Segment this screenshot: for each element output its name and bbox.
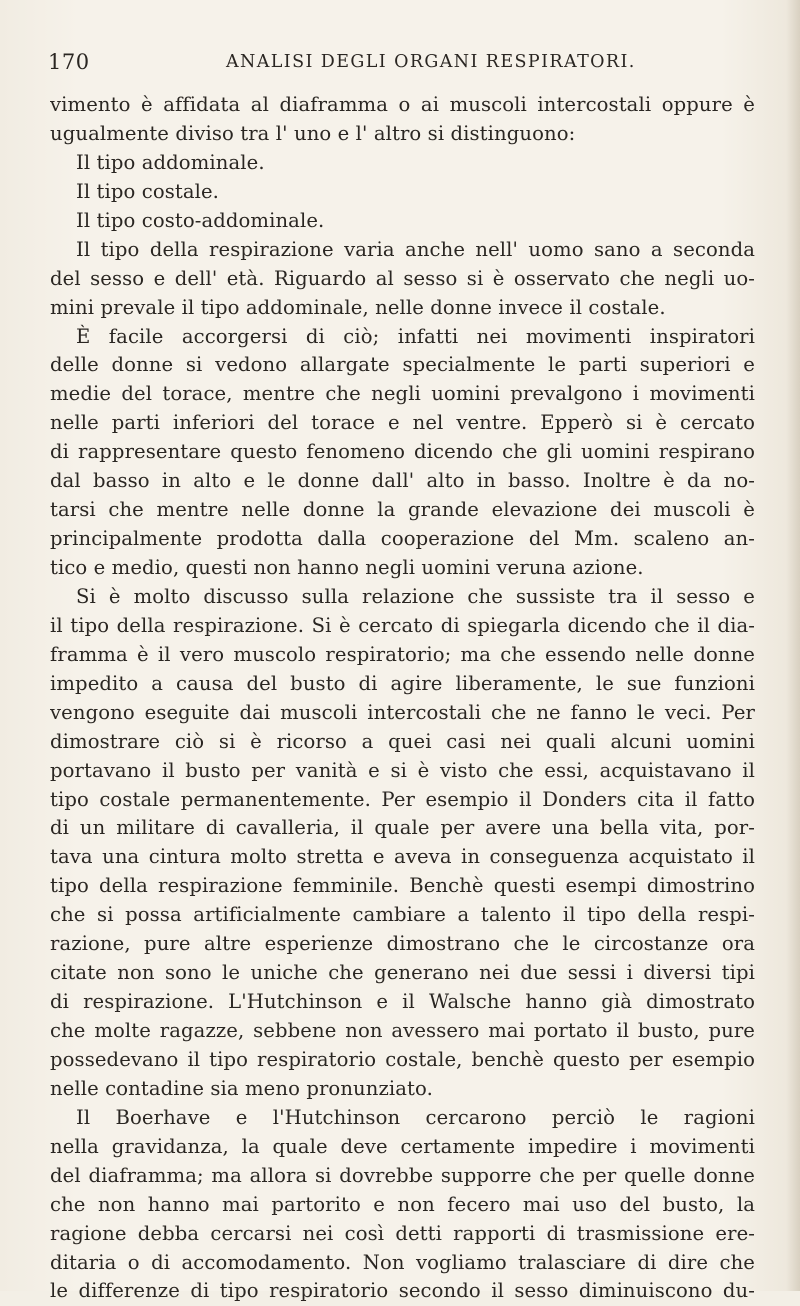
text-line: del sesso e dell' età. Riguardo al sesso si è osservato che negli uo- <box>50 266 755 290</box>
running-title: ANALISI DEGLI ORGANI RESPIRATORI. <box>226 52 636 72</box>
text-line: citate non sono le uniche che generano nei due sessi i diversi tipi <box>50 961 755 985</box>
page-number: 170 <box>48 50 90 74</box>
text-line: nelle contadine sia meno pronunziato. <box>50 1076 433 1100</box>
text-line: le differenze di tipo respiratorio secondo il sesso diminuiscono du- <box>50 1279 755 1303</box>
text-line: Il Boerhave e l'Hutchinson cercarono perciò le ragioni <box>76 1105 755 1129</box>
list-item: Il tipo costo-addominale. <box>76 208 325 232</box>
text-line: che si possa artificialmente cambiare a talento il tipo della respi- <box>50 903 755 927</box>
text-line: portavano il busto per vanità e si è visto che essi, acquistavano il <box>50 758 755 782</box>
text-line: razione, pure altre esperienze dimostrano che le circostanze ora <box>50 932 755 956</box>
text-line: impedito a causa del busto di agire liberamente, le sue funzioni <box>50 671 755 695</box>
text-line: tipo della respirazione femminile. Benchè questi esempi dimostrino <box>50 874 755 898</box>
text-line: che non hanno mai partorito e non fecero mai uso del busto, la <box>50 1192 755 1216</box>
text-line: tico e medio, questi non hanno negli uomini veruna azione. <box>50 556 644 579</box>
list-item: Il tipo addominale. <box>76 150 265 174</box>
list-item: Il tipo costale. <box>76 179 220 203</box>
text-line: possedevano il tipo respiratorio costale, benchè questo per esempio <box>50 1047 755 1071</box>
text-line: È facile accorgersi di ciò; infatti nei movimenti inspiratori <box>76 324 755 348</box>
text-line: dal basso in alto e le donne dall' alto in basso. Inoltre è da no- <box>50 469 755 493</box>
text-line: tipo costale permanentemente. Per esempio il Donders cita il fatto <box>50 787 755 811</box>
page-header <box>48 50 758 80</box>
text-line: del diaframma; ma allora si dovrebbe supporre che per quelle donne <box>50 1163 755 1187</box>
text-line: ditaria o di accomodamento. Non vogliamo tralasciare di dire che <box>50 1250 755 1274</box>
text-line: tava una cintura molto stretta e aveva in conseguenza acquistato il <box>50 845 755 869</box>
text-line: framma è il vero muscolo respiratorio; ma che essendo nelle donne <box>50 642 755 666</box>
text-line: vimento è affidata al diaframma o ai muscoli intercostali oppure è <box>50 93 755 116</box>
text-line: principalmente prodotta dalla cooperazione del Mm. scaleno an- <box>50 527 755 551</box>
text-line: Il tipo della respirazione varia anche nell' uomo sano a seconda <box>76 237 755 261</box>
text-line: mini prevale il tipo addominale, nelle donne invece il costale. <box>50 295 666 319</box>
text-line: nelle parti inferiori del torace e nel ventre. Epperò si è cercato <box>50 411 755 435</box>
text-line: Si è molto discusso sulla relazione che sussiste tra il sesso e <box>76 584 755 608</box>
text-line: ugualmente diviso tra l' uno e l' altro si distinguono: <box>50 121 576 145</box>
text-line: vengono eseguite dai muscoli intercostali che ne fanno le veci. Per <box>50 700 755 724</box>
text-line: tarsi che mentre nelle donne la grande elevazione dei muscoli è <box>50 498 755 522</box>
text-line: ragione debba cercarsi nei così detti rapporti di trasmissione ere- <box>50 1221 755 1245</box>
text-line: medie del torace, mentre che negli uomini prevalgono i movimenti <box>50 382 755 406</box>
page-edge-shadow <box>786 0 800 1291</box>
text-line: delle donne si vedono allargate specialmente le parti superiori e <box>50 353 755 377</box>
text-line: di un militare di cavalleria, il quale per avere una bella vita, por- <box>50 816 755 840</box>
text-line: dimostrare ciò si è ricorso a quei casi nei quali alcuni uomini <box>50 729 755 753</box>
text-line: che molte ragazze, sebbene non avessero mai portato il busto, pure <box>50 1019 755 1042</box>
body-text <box>50 91 755 1306</box>
text-line: nella gravidanza, la quale deve certamente impedire i movimenti <box>50 1134 755 1158</box>
text-line: di rappresentare questo fenomeno dicendo che gli uomini respirano <box>50 440 755 464</box>
text-line: il tipo della respirazione. Si è cercato di spiegarla dicendo che il dia- <box>50 613 755 637</box>
text-line: di respirazione. L'Hutchinson e il Walsche hanno già dimostrato <box>50 990 755 1014</box>
